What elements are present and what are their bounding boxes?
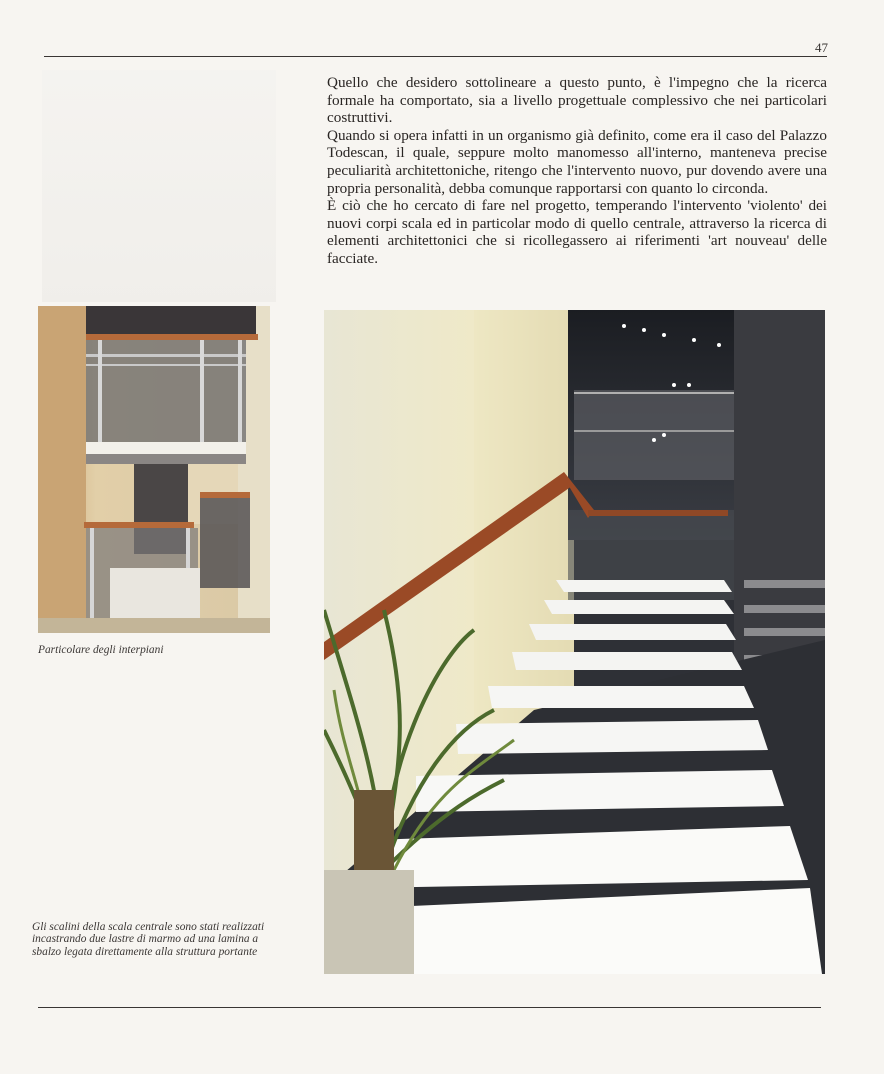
marble-staircase-photo	[324, 310, 825, 974]
body-paragraph-2: Quando si opera infatti in un organismo già definito, come era il caso del Palazzo Todescan, il quale, seppure molto manomesso all'interno, manteneva precise peculiarità architettoniche, ritengo che l'intervento nuovo, pur dovendo avere una propria personalità, debba comunque rapportarsi con quanto lo circonda.	[327, 126, 827, 197]
body-text	[327, 74, 827, 268]
bottom-rule	[38, 1007, 821, 1008]
body-paragraph-3: È ciò che ho cercato di fare nel progetto, temperando l'intervento 'violento' dei nuovi corpi scala ed in particolar modo di quello centrale, attraverso la ricerca di elementi architettonici che si ricollegassero ai riferimenti 'art nouveau' delle facciate.	[327, 197, 827, 267]
page-number: 47	[815, 40, 828, 55]
body-paragraph-1: Quello che desidero sottolineare a questo punto, è l'impegno che la ricerca formale ha comportato, sia a livello progettuale complessivo che nei particolari costruttivi.	[327, 74, 827, 127]
caption-marble-steps: Gli scalini della scala centrale sono stati realizzati incastrando due lastre di marmo ad una lamina a sbalzo legata direttamente alla struttura portante	[32, 921, 265, 958]
stairwell-interfloor-photo	[38, 306, 270, 633]
top-rule	[44, 56, 827, 57]
caption-interfloor: Particolare degli interpiani	[38, 644, 164, 656]
faded-show-through-area	[42, 70, 276, 302]
